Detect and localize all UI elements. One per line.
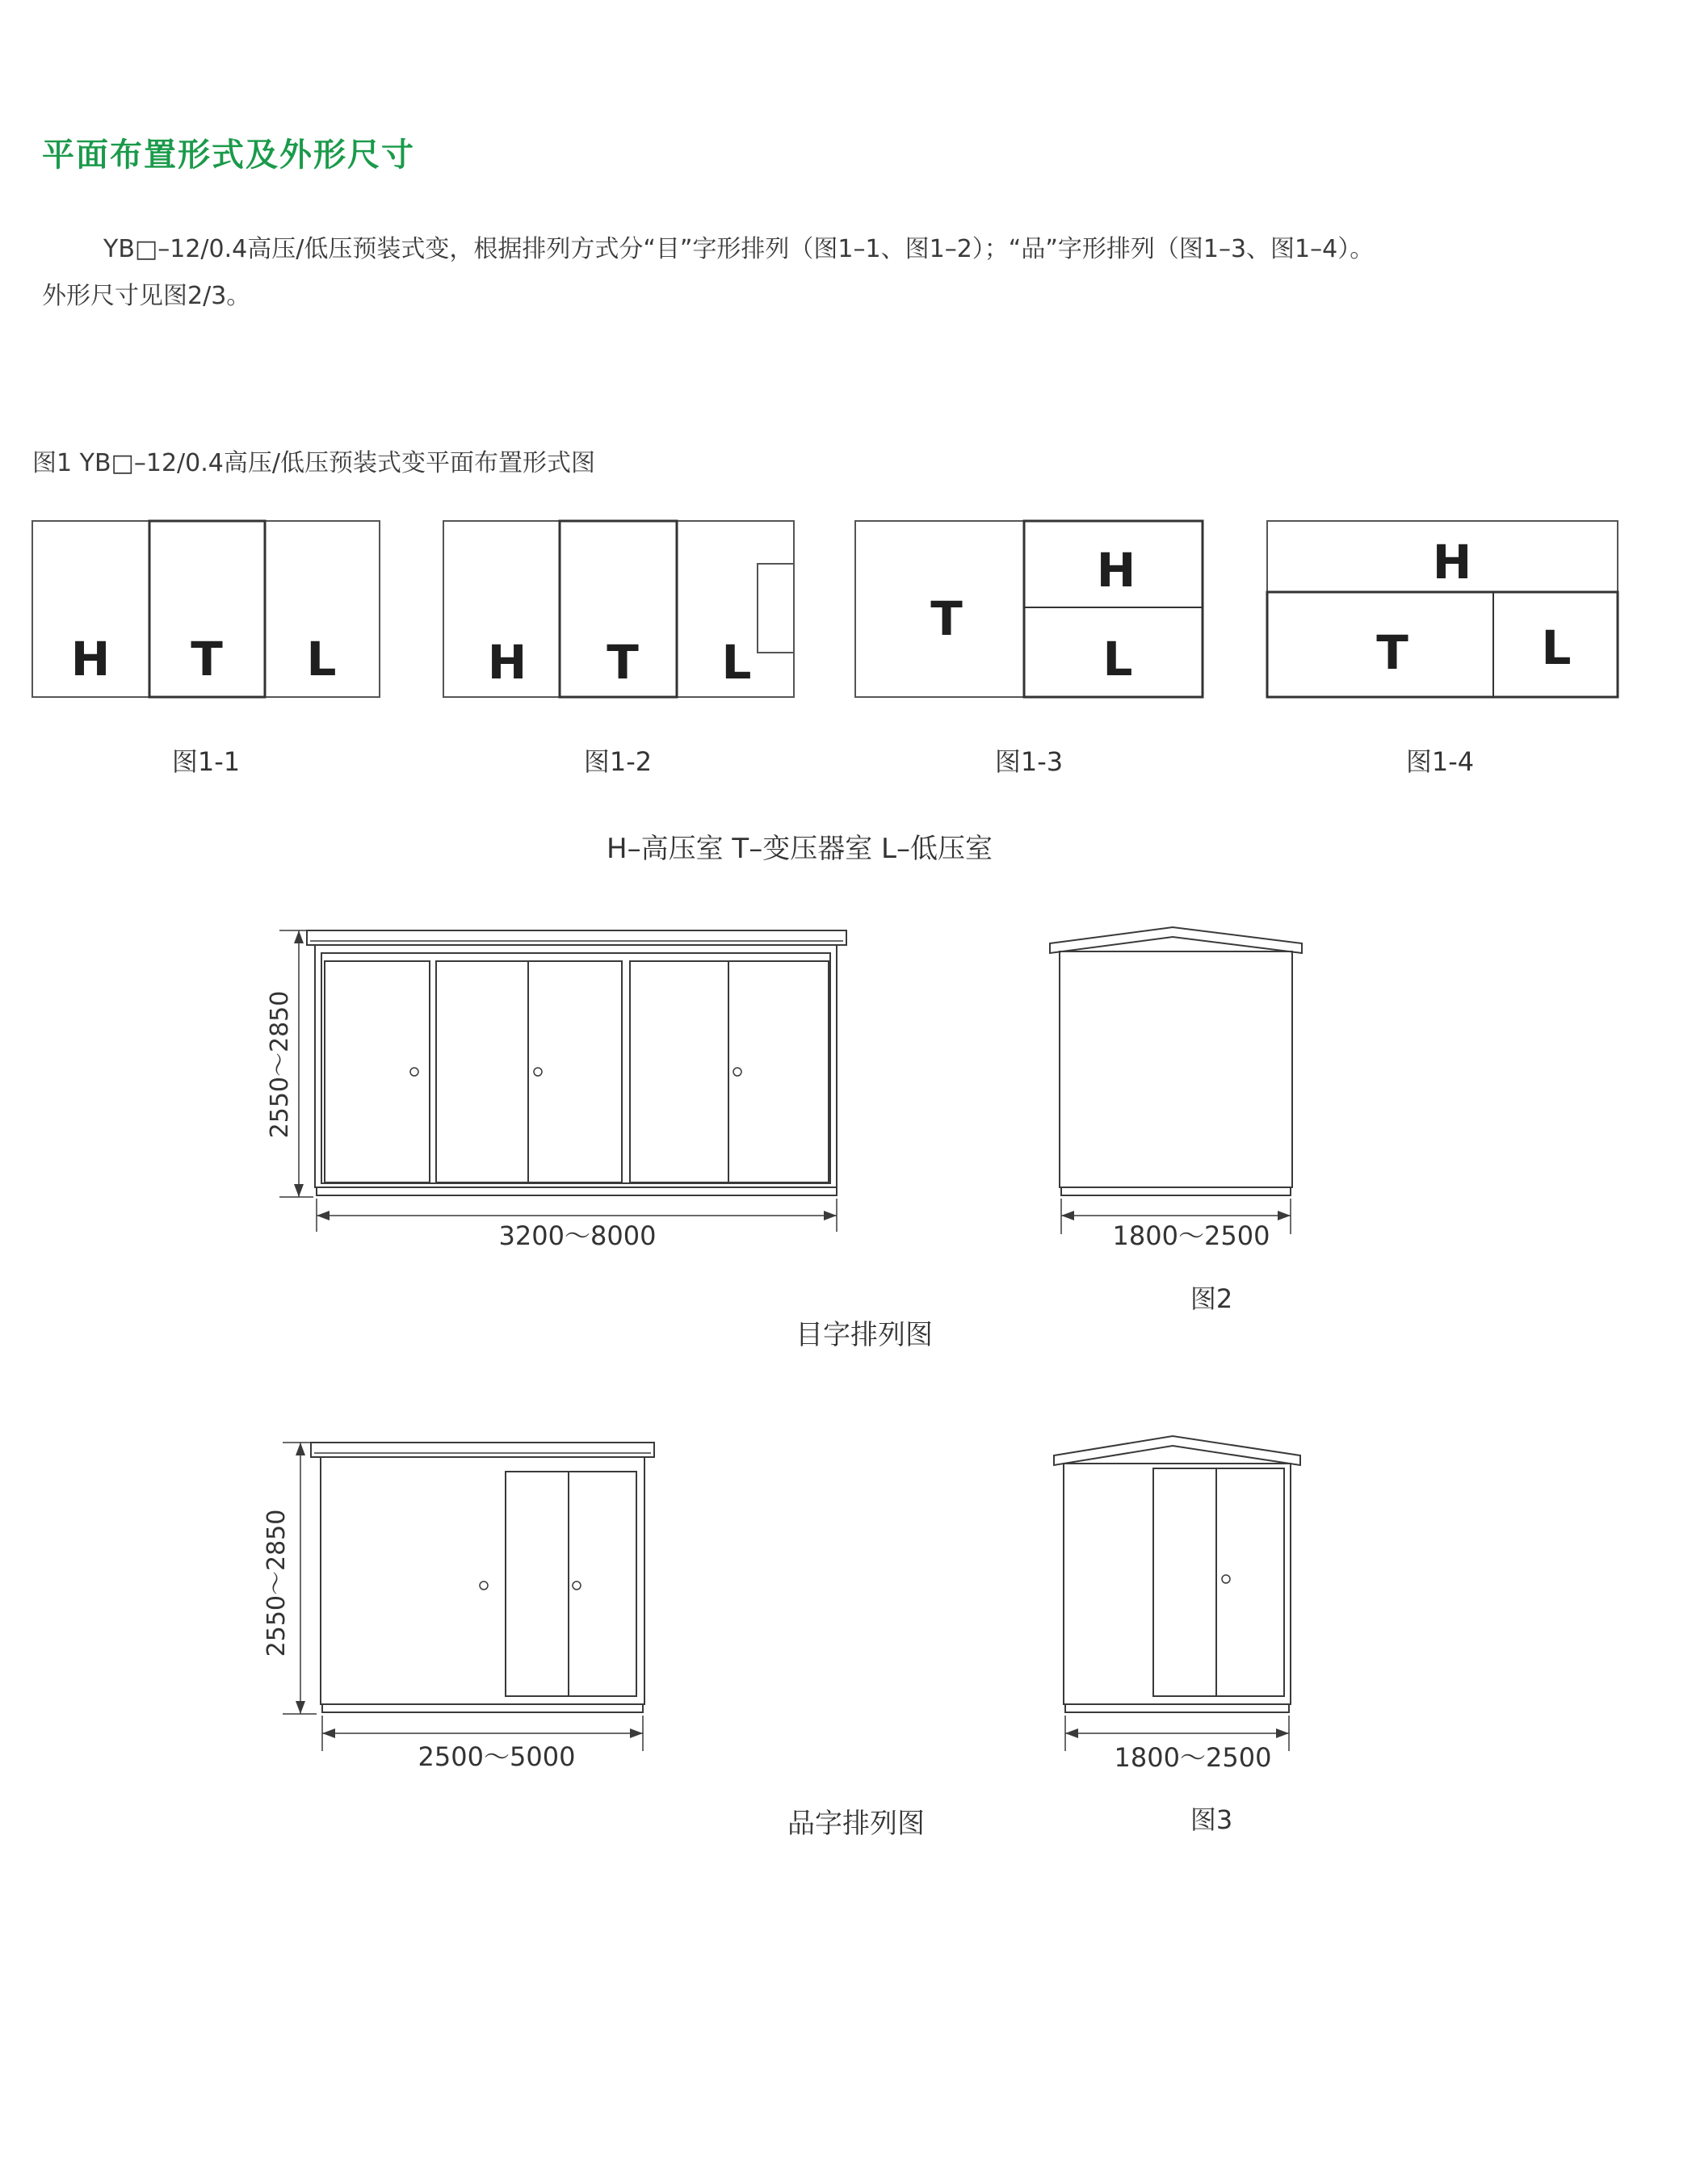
- layout-1-4-caption: 图1-4: [1405, 746, 1475, 777]
- intro-line-2: 外形尺寸见图2/3。: [42, 282, 251, 310]
- figure1-caption: 图1 YB□–12/0.4高压/低压预装式变平面布置形式图: [32, 449, 595, 477]
- intro-line-1: YB□–12/0.4高压/低压预装式变，根据排列方式分“目”字形排列（图1–1、图1–2）；“品”字形排列（图1–3、图1–4）。: [103, 235, 1375, 263]
- layout-1-3-room-3: L: [1102, 632, 1133, 687]
- layout-1-2: [443, 521, 794, 697]
- fig3-caption: 品字排列图: [787, 1808, 925, 1840]
- fig3-side-view: [1054, 1436, 1300, 1751]
- fig3-side-width-dimension: 1800～2500: [1114, 1742, 1272, 1773]
- fig3-height-dimension: 2550～2850: [262, 1509, 291, 1657]
- layout-1-3-room-1: T: [930, 591, 963, 646]
- layout-1-3-caption: 图1-3: [994, 746, 1064, 777]
- section-heading: 平面布置形式及外形尺寸: [42, 136, 415, 174]
- layout-1-4: [1267, 521, 1618, 697]
- layout-1-3-frame: [855, 521, 1203, 697]
- fig3-front-width-dimension: 2500～5000: [418, 1741, 576, 1772]
- layout-1-2-side-annex: [758, 564, 794, 653]
- layout-1-2-caption: 图1-2: [583, 746, 653, 777]
- room-legend: H–高压室 T–变压器室 L–低压室: [607, 833, 993, 865]
- fig2-side-caption: 图2: [1190, 1283, 1233, 1314]
- fig2-front-view: [279, 930, 846, 1232]
- fig2-front-width-dimension: 3200～8000: [498, 1220, 657, 1251]
- layout-1-4-room-2: T: [1376, 625, 1408, 680]
- layout-1-3-room-2: H: [1096, 543, 1136, 598]
- layout-1-2-room-1: H: [487, 635, 527, 690]
- layout-1-2-room-2: T: [607, 635, 639, 690]
- fig3-side-caption: 图3: [1190, 1804, 1233, 1835]
- fig2-side-width-dimension: 1800～2500: [1112, 1220, 1270, 1251]
- layout-1-1-room-2: T: [191, 632, 223, 687]
- layout-1-1: [32, 521, 380, 697]
- layout-1-1-caption: 图1-1: [171, 746, 241, 777]
- layout-1-1-room-3: L: [306, 632, 337, 687]
- fig2-height-dimension: 2550～2850: [266, 990, 294, 1139]
- layout-1-3: [855, 521, 1203, 697]
- layout-1-4-room-1: H: [1432, 535, 1472, 590]
- layout-1-1-room-1: H: [70, 632, 111, 687]
- fig2-side-view: [1050, 927, 1302, 1234]
- layout-1-4-room-3: L: [1541, 620, 1572, 675]
- fig2-caption: 目字排列图: [796, 1319, 933, 1351]
- fig3-front-view: [283, 1443, 654, 1751]
- layout-1-2-room-3: L: [721, 635, 752, 690]
